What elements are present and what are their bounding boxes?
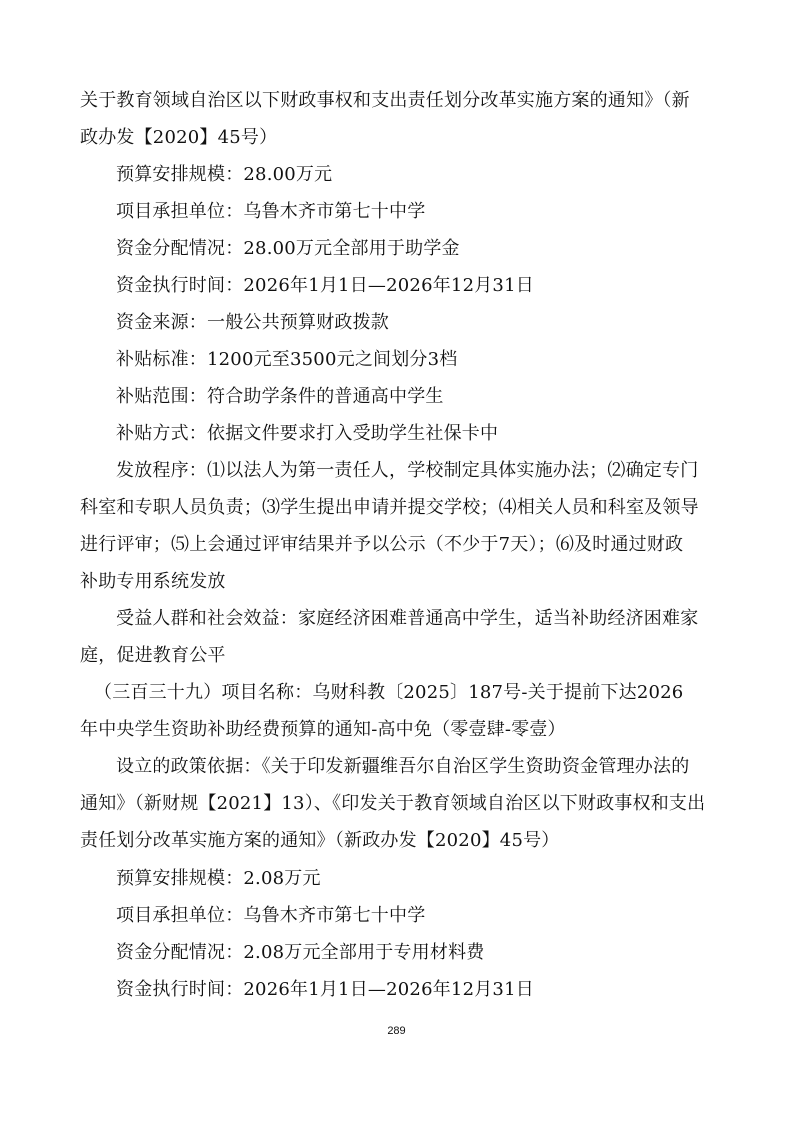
procedure-line: 发放程序：⑴以法人为第一责任人，学校制定具体实施办法；⑵确定专门 xyxy=(116,460,699,481)
subsidy-method-line: 补贴方式：依据文件要求打入受助学生社保卡中 xyxy=(116,423,499,444)
policy-basis-line: 通知》（新财规【2021】13）、《印发关于教育领域自治区以下财政事权和支出 xyxy=(80,793,706,814)
policy-basis-line: 设立的政策依据：《关于印发新疆维吾尔自治区学生资助资金管理办法的 xyxy=(116,756,690,777)
beneficiaries-line: 庭，促进教育公平 xyxy=(80,645,226,666)
policy-basis-line: 责任划分改革实施方案的通知》（新政办发【2020】45号） xyxy=(80,830,560,851)
budget-scale-line: 预算安排规模：2.08万元 xyxy=(116,868,321,889)
fund-source-line: 资金来源：一般公共预算财政拨款 xyxy=(116,312,389,333)
subsidy-scope-line: 补贴范围：符合助学条件的普通高中学生 xyxy=(116,386,444,407)
procedure-line: 补助专用系统发放 xyxy=(80,571,226,592)
undertaking-unit-line: 项目承担单位：乌鲁木齐市第七十中学 xyxy=(116,201,426,222)
execution-time-line: 资金执行时间：2026年1月1日—2026年12月31日 xyxy=(116,979,534,1000)
project-title-line: 年中央学生资助补助经费预算的通知-高中免（零壹肆-零壹） xyxy=(80,719,566,740)
procedure-line: 进行评审；⑸上会通过评审结果并予以公示（不少于7天）；⑹及时通过财政 xyxy=(80,534,684,555)
page-number: 289 xyxy=(387,1025,406,1037)
paragraph-line: 关于教育领域自治区以下财政事权和支出责任划分改革实施方案的通知》（新 xyxy=(80,90,690,111)
fund-allocation-line: 资金分配情况：28.00万元全部用于助学金 xyxy=(116,238,460,259)
budget-scale-line: 预算安排规模：28.00万元 xyxy=(116,164,333,185)
beneficiaries-line: 受益人群和社会效益：家庭经济困难普通高中学生，适当补助经济困难家 xyxy=(116,608,699,629)
fund-allocation-line: 资金分配情况：2.08万元全部用于专用材料费 xyxy=(116,942,485,963)
undertaking-unit-line: 项目承担单位：乌鲁木齐市第七十中学 xyxy=(116,905,426,926)
paragraph-line: 政办发【2020】45号） xyxy=(80,127,278,148)
subsidy-standard-line: 补贴标准：1200元至3500元之间划分3档 xyxy=(116,349,458,370)
execution-time-line: 资金执行时间：2026年1月1日—2026年12月31日 xyxy=(116,275,534,296)
procedure-line: 科室和专职人员负责；⑶学生提出申请并提交学校；⑷相关人员和科室及领导 xyxy=(80,497,699,518)
project-title-line: （三百三十九）项目名称：乌财科教〔2025〕187号-关于提前下达2026 xyxy=(94,682,684,703)
